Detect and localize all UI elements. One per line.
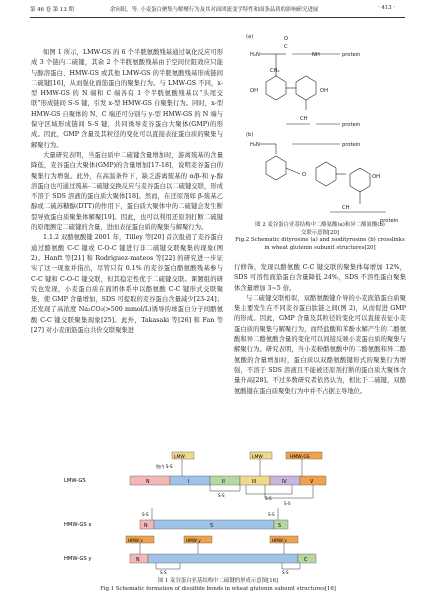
figure-label: S-S [268, 512, 275, 517]
fig1-caption-en: Fig.1 Schematic formation of disulfide bonds in wheat glutenin subunit structures[16] [100, 585, 336, 592]
figure-label: S-S [282, 570, 289, 575]
fig2-caption-cn-1: 图 2 麦谷蛋白亚基结构中二酪氨酸(a)和异二酪氨酸(b) [255, 222, 385, 228]
figure-label: HMW y [186, 538, 201, 543]
fig2-atom-nh: NH [312, 52, 320, 58]
fig1-label-hmw-y: HMW-GS y [64, 556, 92, 562]
figure-label: S-S [218, 493, 225, 498]
fig1-label-hmw-x: HMW-GS x [64, 522, 92, 528]
figure-label: HMW x [272, 538, 287, 543]
paragraph: 行修饰，发现以酪氨酸 C-C 键交联的聚集体每增加 12%，SDS 可溶性面筋蛋白含量降低 24%，SDS 不溶性蛋白聚集体含量增加 3~5 倍。 [234, 264, 406, 292]
figure-label: S-S [160, 570, 167, 575]
fig2-atom-oh: OH [250, 88, 258, 94]
fig2-protein-b1: protein [342, 142, 361, 148]
fig1-caption-cn: 图 1 麦谷蛋白亚基结构中二硫键的形成示意图[16] [157, 578, 279, 584]
paragraph: 与二硫键交联相似，双酪氨酸键介导的小麦面筋蛋白质聚集主要发生在不同麦谷蛋白肽链之间(图 2)，从而促进 GMP 的形成。因此，GMP 含量及其粒径的变化可以直接表征小麦蛋白质的聚集与解聚行为，而经盐酸和苯酚水解产生的二酪氨酸和异二酪氨酸含量的变化可以间接反映小麦蛋白质的聚集与解聚行为。研究表明，当小麦粉酪氨酸中的二酪氨酸和异二酪氨酸的含量增加时，蛋白质以双酪氨酸键形式的聚集行为增强，不溶于 SDS 溶液且不能被还原剂打断的蛋白质大聚体含量升高[28]。不过多数研究者依然认为，相比于二硫键，双酪氨酸键在蛋白质聚集行为中并不占据主导地位。 [234, 294, 406, 395]
fig2-atom-h2n: H₂N [250, 52, 260, 58]
figure-1-caption [30, 578, 406, 593]
figure-label: N [136, 558, 140, 563]
fig2-atom-oh: OH [372, 174, 380, 180]
figure-label: I [188, 480, 190, 485]
figure-label: S-S [142, 512, 149, 517]
figure-label: V [310, 480, 314, 485]
fig2-atom-o: O [302, 172, 307, 178]
figure-label: S-S [265, 496, 272, 501]
paragraph: 大量研究表明，当蛋白质中二硫键含量增加时，游离巯基的含量降低，麦谷蛋白大聚体(GMP)的含量增加[17-18]，说明麦谷蛋白的聚集行为增强。此外，在高温条件下，缺乏游离巯基的 α/β-和 γ-醇溶蛋白也可通过巯基-二硫键交换反应与麦谷蛋白以二硫键交联，形成不溶于 SDS 溶液的蛋白质大聚体[18]。然而，在还原剂如 β-巯基乙醇或二硫苏糖醇(DTT)的作用下，蛋白质大聚体中的二硫键会发生断裂导致蛋白质聚集体解聚[19]。因此，也可以利用还原剂打断二硫键的原理测定二硫键的含量，进而表征蛋白质的聚集与解聚行为。 [31, 151, 223, 232]
fig2-atom-c: C [284, 44, 288, 50]
figure-2-structures [230, 26, 410, 226]
fig2-atom-ch: CH [300, 116, 308, 122]
figure-1-disulfide-schematic [60, 450, 380, 578]
figure-label: HMW-GS [290, 455, 310, 460]
figure-label: LMW [252, 455, 263, 460]
right-column-text [234, 263, 406, 397]
paragraph: 1.1.2 双酪氨酸键 2001 年，Tilley 等[20] 首次报道了麦谷蛋白通过酪氨酸 C-C 键或 C-O-C 键进行非二硫键交联聚集的现象(图 2)。Hanft 等[21] 和 Rodriguez-mateos 等[22] 的研究进一步证实了这一现象并指出，尽管只有 0.1% 的麦谷蛋白酪氨酸残基参与 C-C 键和 C-O-C 键交联，但其稳定性优于二硫键交联。课题组的研究也发现，小麦蛋白质在面团体系中以酪氨酸 C-C 键形式交联聚集，使 GMP 含量增加，SDS 可提取的麦谷蛋白含量减少[23-24]；还发现了高浓度 Na₂CO₃(>500 mmol/L)诱导的球蛋白分子间酪氨酸 C-C 键交联聚集现象[25]。此外，Takasaki 等[26] 和 Fan 等[27] 对小麦面筋蛋白共价交联聚集进 [31, 234, 223, 335]
fig1-label-lmw: LMW-GS [64, 478, 86, 484]
journal-volume: 第 46 卷 第 13 期 [30, 7, 74, 13]
fig2-atom-oh: OH [320, 88, 328, 94]
fig2-atom-o: O [284, 36, 289, 42]
fig2-protein-a2: protein [342, 122, 361, 128]
figure-label: III [252, 480, 257, 485]
page-number: · 413 · [378, 5, 396, 11]
figure-2-caption [234, 222, 406, 252]
fig2-caption-cn-2: 交联示意图[20] [300, 229, 340, 236]
figure-label: C [304, 558, 308, 563]
fig2-atom-ch2: CH₂ [270, 68, 280, 74]
fig2-atom-ch: CH [342, 205, 350, 211]
figure-label: II [222, 480, 225, 485]
paragraph: 如图 1 所示，LMW-GS 的 6 个半胱氨酸残基通过氧化反应可形成 3 个链内二硫键，其余 2 个半胱氨酸残基由于空间位阻效应只能与醇溶蛋白、HMW-GS 或其他 LMW-GS 的半胱氨酸残基形成链间二硫键[16]，从而强化面筋蛋白的聚集行为。与 LMW-GS 不同，x-型 HMW-GS 的 N 端和 C 端各有 1 个半胱氨酸残基以“头尾交联”形成链间 S-S 键，引发 x-型 HMW-GS 自聚集行为。同时，x-型 HMW-GS 自聚体的 N、C 端还可分别与 y-型 HMW-GS 的 N 端与保守区域形成链间 S-S 键，共同诱导麦谷蛋白大聚体(GMP)的形成。因此，GMP 含量及其粒径的变化可以直接表征蛋白质的聚集与解聚行为。 [31, 49, 223, 149]
fig2-caption-en-1: Fig.2 Schematic dityrosine (a) and isodityrosine (b) crosslinks [235, 237, 405, 244]
figure-label: S-S [284, 501, 291, 506]
figure-label: N [146, 480, 150, 485]
figure-label: 链内 S-S [156, 464, 173, 469]
header-rule [30, 17, 405, 18]
figure-label: IV [282, 480, 287, 485]
figure-label: LMW [174, 455, 185, 460]
fig2-label-b: (b) [246, 132, 254, 138]
figure-label: S [278, 524, 282, 529]
figure-label: N [144, 524, 148, 529]
fig2-protein-b2: protein [380, 218, 399, 224]
fig2-caption-en-2: in wheat glutenin subunit structures[20] [264, 244, 376, 251]
page-header [0, 5, 427, 17]
figure-label: S [210, 524, 214, 529]
figure-label: HMW x [128, 538, 143, 543]
fig2-atom-h2n: H₂N [250, 142, 260, 148]
running-title: 余向阳，等. 小麦蛋白聚集与解聚行为及其对面团流变学特性和面条品质的影响研究进展 [110, 7, 319, 13]
fig2-label-a: (a) [246, 34, 254, 40]
fig2-protein-a1: protein [342, 52, 361, 58]
left-column-text [31, 48, 223, 336]
